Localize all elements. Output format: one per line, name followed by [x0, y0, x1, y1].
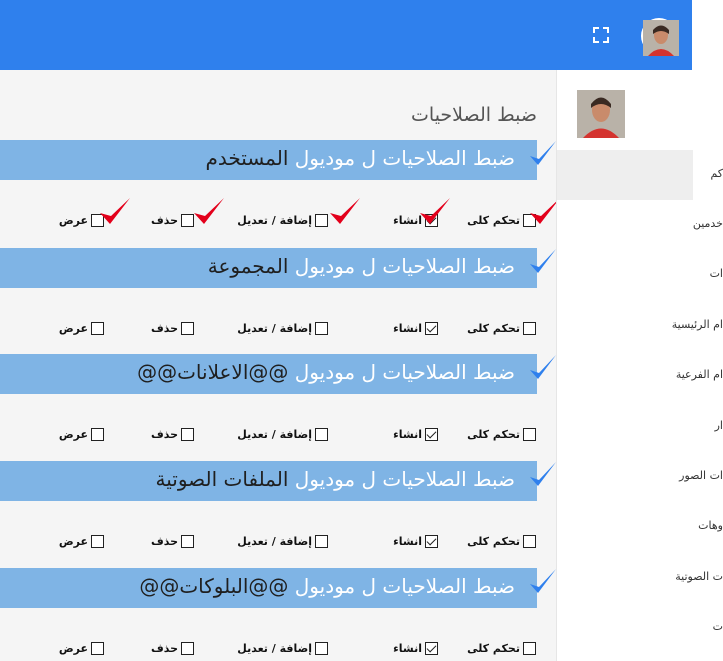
permission-option[interactable] [393, 531, 438, 551]
section-title-prefix: ضبط الصلاحيات ل موديول [288, 254, 515, 278]
permission-option[interactable] [151, 638, 194, 658]
permission-option[interactable] [467, 210, 536, 230]
red-check-icon [192, 196, 226, 226]
permission-option[interactable] [467, 424, 536, 444]
permission-label: انشاء [393, 427, 422, 441]
section-module-name: @@الاعلانات@@ [137, 360, 289, 384]
permission-option[interactable] [237, 638, 328, 658]
section-title [206, 146, 515, 170]
permission-label: عرض [58, 427, 88, 441]
permission-option[interactable] [237, 531, 328, 551]
permission-checkbox[interactable] [425, 642, 438, 655]
permission-checkbox[interactable] [315, 322, 328, 335]
permission-option[interactable] [151, 318, 194, 338]
permission-option[interactable] [467, 318, 536, 338]
sidebar-item-label: ات [709, 267, 723, 280]
sidebar-item-label: ار [714, 419, 723, 432]
blue-check-icon [527, 352, 559, 384]
permission-checkbox[interactable] [425, 322, 438, 335]
permission-label: عرض [58, 534, 88, 548]
blue-check-icon [527, 566, 559, 598]
sidebar-avatar [577, 90, 625, 138]
permission-option[interactable] [237, 210, 328, 230]
red-check-icon [98, 196, 132, 226]
permission-label: انشاء [393, 321, 422, 335]
permission-label: تحكم كلى [467, 427, 520, 441]
red-check-icon [418, 196, 452, 226]
permission-label: انشاء [393, 534, 422, 548]
sidebar-item-label: ت الصوتية [675, 570, 723, 583]
permissions-row [0, 210, 556, 230]
permission-label: تحكم كلى [467, 213, 520, 227]
permission-label: حذف [150, 427, 178, 441]
permission-label: حذف [150, 213, 178, 227]
permission-checkbox[interactable] [315, 642, 328, 655]
permission-option[interactable] [151, 210, 194, 230]
permission-option[interactable] [151, 424, 194, 444]
section-title [137, 360, 515, 384]
permission-checkbox[interactable] [523, 322, 536, 335]
permission-label: عرض [58, 213, 88, 227]
permission-label: عرض [58, 321, 88, 335]
permission-checkbox[interactable] [315, 535, 328, 548]
sidebar-item-label: خدمين [692, 217, 723, 230]
permission-option[interactable] [237, 318, 328, 338]
section-title-prefix: ضبط الصلاحيات ل موديول [288, 467, 515, 491]
permissions-row [0, 318, 556, 338]
blue-check-icon [527, 459, 559, 491]
sidebar-item[interactable] [557, 301, 723, 351]
section-header [0, 461, 537, 501]
user-avatar[interactable] [641, 18, 677, 54]
section-title [139, 574, 515, 598]
section-module-name: الملفات الصوتية [155, 467, 289, 491]
permission-label: إضافة / تعديل [237, 641, 312, 655]
top-app-bar [0, 0, 692, 70]
permission-label: تحكم كلى [467, 321, 520, 335]
red-check-icon [328, 196, 362, 226]
section-title-prefix: ضبط الصلاحيات ل موديول [288, 146, 515, 170]
section-title [208, 254, 515, 278]
blue-check-icon [527, 246, 559, 278]
section-header [0, 140, 537, 180]
page-title: ضبط الصلاحيات [411, 104, 537, 126]
sidebar-item[interactable] [557, 502, 723, 552]
permission-checkbox[interactable] [181, 642, 194, 655]
sidebar-item[interactable] [557, 402, 723, 452]
section-module-name: المستخدم [205, 146, 289, 170]
section-module-name: المجموعة [207, 254, 289, 278]
permission-label: انشاء [393, 213, 422, 227]
permission-label: حذف [150, 534, 178, 548]
section-header [0, 354, 537, 394]
section-title-prefix: ضبط الصلاحيات ل موديول [288, 574, 515, 598]
permission-label: إضافة / تعديل [237, 534, 312, 548]
sidebar-item[interactable] [557, 452, 723, 502]
sidebar-item-label: كم [710, 167, 723, 180]
permission-checkbox[interactable] [91, 322, 104, 335]
permission-option[interactable] [393, 318, 438, 338]
permission-option[interactable] [59, 638, 104, 658]
sidebar-item[interactable] [557, 351, 723, 401]
permission-checkbox[interactable] [91, 535, 104, 548]
permission-option[interactable] [237, 424, 328, 444]
permission-label: انشاء [393, 641, 422, 655]
permission-option[interactable] [59, 318, 104, 338]
permission-label: عرض [58, 641, 88, 655]
permission-checkbox[interactable] [425, 428, 438, 441]
sidebar-item-label: ام الرئيسية [671, 318, 723, 331]
sidebar-item[interactable] [557, 603, 723, 653]
sidebar-item-label: ام الفرعية [675, 368, 723, 381]
permission-option[interactable] [59, 424, 104, 444]
permission-label: تحكم كلى [467, 641, 520, 655]
section-module-name: @@البلوكات@@ [139, 574, 289, 598]
permission-label: إضافة / تعديل [237, 321, 312, 335]
permission-checkbox[interactable] [425, 535, 438, 548]
permission-option[interactable] [393, 638, 438, 658]
permission-option[interactable] [467, 531, 536, 551]
sidebar-item[interactable] [557, 200, 723, 250]
sidebar-item-label: وهات [698, 519, 723, 532]
permission-checkbox[interactable] [523, 428, 536, 441]
permission-label: حذف [150, 641, 178, 655]
permission-checkbox[interactable] [181, 535, 194, 548]
permissions-row [0, 531, 556, 551]
permission-option[interactable] [151, 531, 194, 551]
sidebar-item[interactable] [557, 553, 723, 603]
sidebar-item-label: ات الصور [679, 469, 723, 482]
permission-checkbox[interactable] [315, 428, 328, 441]
section-header [0, 248, 537, 288]
permission-option[interactable] [467, 638, 536, 658]
section-title [156, 467, 515, 491]
permission-checkbox[interactable] [315, 214, 328, 227]
section-title-prefix: ضبط الصلاحيات ل موديول [288, 360, 515, 384]
permission-label: إضافة / تعديل [237, 213, 312, 227]
permission-checkbox[interactable] [523, 642, 536, 655]
permission-checkbox[interactable] [181, 322, 194, 335]
permission-label: إضافة / تعديل [237, 427, 312, 441]
permissions-row [0, 638, 556, 658]
blue-check-icon [527, 138, 559, 170]
sidebar-item-label: ت [712, 620, 723, 633]
sidebar-item[interactable] [557, 150, 723, 200]
permission-option[interactable] [393, 424, 438, 444]
permissions-panel [0, 70, 556, 661]
permission-label: حذف [150, 321, 178, 335]
sidebar-item[interactable] [557, 250, 723, 300]
permission-option[interactable] [59, 531, 104, 551]
sidebar [556, 70, 723, 661]
fullscreen-icon[interactable] [590, 24, 612, 46]
permission-checkbox[interactable] [91, 642, 104, 655]
permission-checkbox[interactable] [181, 428, 194, 441]
permissions-row [0, 424, 556, 444]
permission-checkbox[interactable] [91, 428, 104, 441]
permission-label: تحكم كلى [467, 534, 520, 548]
section-header [0, 568, 537, 608]
permission-checkbox[interactable] [523, 535, 536, 548]
